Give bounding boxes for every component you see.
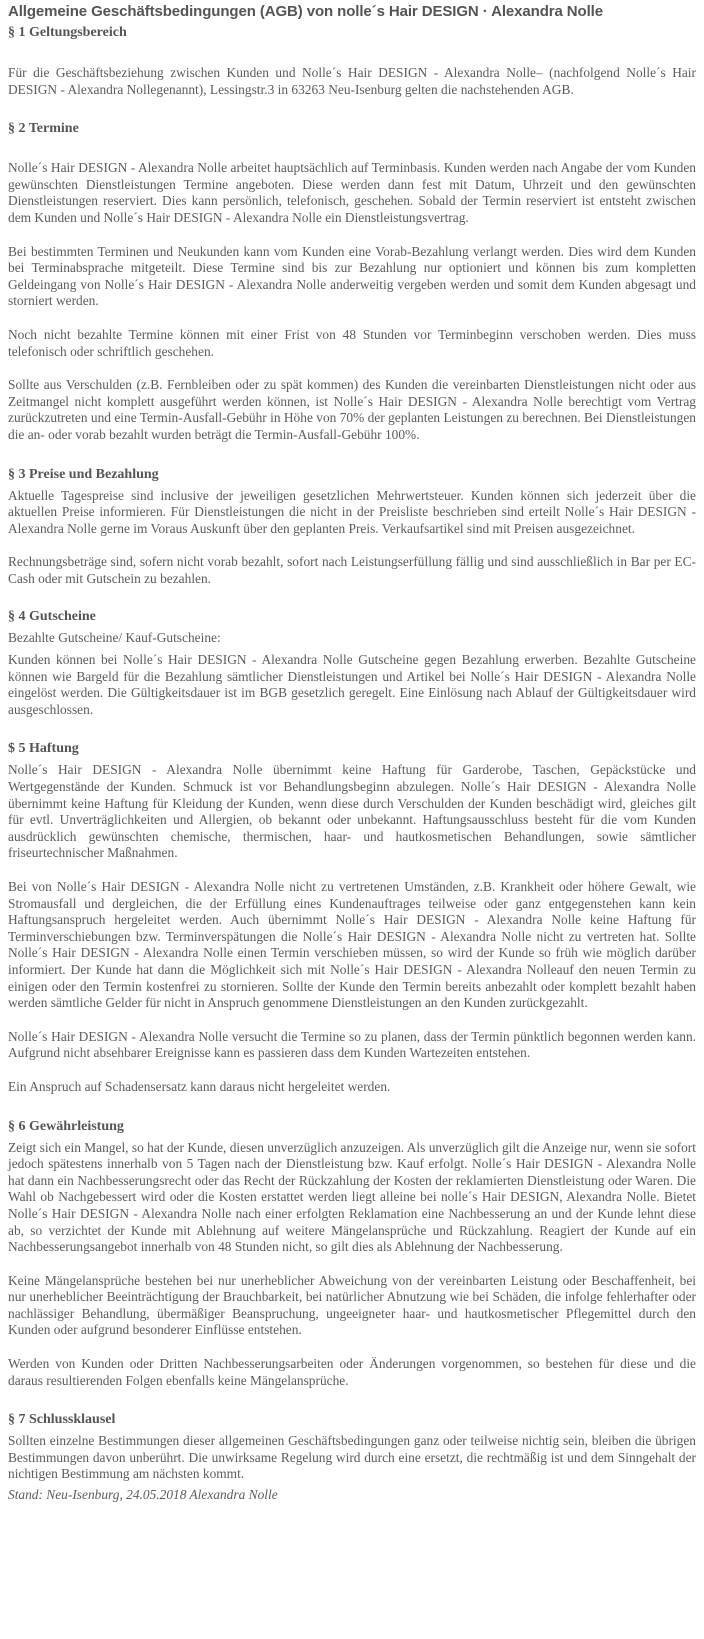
section-heading: § 1 Geltungsbereich [8, 25, 127, 40]
paragraph: Werden von Kunden oder Dritten Nachbesserungsarbeiten oder Änderungen vorgenommen, so bestehen für diese und die daraus resultierenden Folgen ebenfalls keine Mängelansprüche. [8, 1356, 696, 1388]
paragraph: Sollten einzelne Bestimmungen dieser allgemeinen Geschäftsbedingungen ganz oder teilweise nichtig sein, bleiben die übrigen Bestimmungen davon unberührt. Die unwirksame Regelung wird durch eine ersetzt, die rechtmäßig ist und dem Sinngehalt der nichtigen Bestimmung am nächsten kommt. [8, 1433, 696, 1482]
paragraph: Kunden können bei Nolle´s Hair DESIGN - Alexandra Nolle Gutscheine gegen Bezahlung erwerben. Bezahlte Gutscheine können wie Bargeld für die Bezahlung sämtlicher Dienstleistungen und Artikel bei Nolle´s Hair DESIGN - Alexandra Nolle eingelöst werden. Die Gültigkeitsdauer ist im BGB gesetzlich geregelt. Eine Einlösung nach Ablauf der Gültigkeitsdauer wird ausgeschlossen. [8, 652, 696, 717]
paragraph: Bei bestimmten Terminen und Neukunden kann vom Kunden eine Vorab-Bezahlung verlangt werden. Dies wird dem Kunden bei Terminabsprache mitgeteilt. Diese Termine sind bis zur Bezahlung nur optioniert und können bis zum kompletten Geldeingang von Nolle´s Hair DESIGN - Alexandra Nolle anderweitig vergeben werden und somit dem Kunden abgesagt und storniert werden. [8, 243, 696, 309]
section-heading: § 4 Gutscheine [8, 609, 96, 625]
document-title: Allgemeine Geschäftsbedingungen (AGB) von nolle´s Hair DESIGN · Alexandra Nolle [8, 3, 603, 20]
paragraph: Nolle´s Hair DESIGN - Alexandra Nolle arbeitet hauptsächlich auf Terminbasis. Kunden werden nach Angabe der vom Kunden gewünschten Dienstleistungen Termine angeboten. Diese werden dann fest mit Datum, Uhrzeit und den gewünschten Dienstleistungen reserviert. Dies kann persönlich, telefonisch, geschehen. Sobald der Termin reserviert ist entsteht zwischen dem Kunden und Nolle´s Hair DESIGN - Alexandra Nolle ein Dienstleistungsvertrag. [8, 160, 696, 225]
paragraph: Nolle´s Hair DESIGN - Alexandra Nolle versucht die Termine so zu planen, dass der Termin pünktlich begonnen werden kann. Aufgrund nicht absehbarer Ereignisse kann es passieren dass dem Kunden Wartezeiten entstehen. [8, 1028, 696, 1061]
section-heading: § 7 Schlussklausel [8, 1412, 116, 1428]
section-gutscheine [8, 608, 696, 718]
section-geltungsbereich [8, 24, 696, 98]
paragraph: Bei von Nolle´s Hair DESIGN - Alexandra Nolle nicht zu vertretenen Umständen, z.B. Krankheit oder höhere Gewalt, wie Stromausfall und dergleichen, die der Erfüllung eines Kundenauftrages teilweise oder ganz entgegenstehen kann kein Haftungsanspruch hergeleitet werden. Auch übernimmt Nolle´s Hair DESIGN - Alexandra Nolle keine Haftung für Terminverschiebungen bzw. Terminverspätungen die Nolle´s Hair DESIGN - Alexandra Nolle nicht zu vertreten hat. Sollte Nolle´s Hair DESIGN - Alexandra Nolle einen Termin verschieben müssen, so wird der Kunde so früh wie möglich darüber informiert. Der Kunde hat dann die Möglichkeit sich mit Nolle´s Hair DESIGN - Alexandra Nolleauf den neuen Termin zu einigen oder den Termin kostenfrei zu stornieren. Sollte der Kunde den Termin bereits anbezahlt oder komplett bezahlt haben werden sämtliche Gelder für nicht in Anspruch genommene Dienstleistungen an den Kunden zurückgezahlt. [8, 879, 696, 1011]
paragraph: Aktuelle Tagespreise sind inclusive der jeweiligen gesetzlichen Mehrwertsteuer. Kunden können sich jederzeit über die aktuellen Preise informieren. Für Dienstleistungen die nicht in der Preisliste beschrieben sind erteilt Nolle´s Hair DESIGN - Alexandra Nolle gerne im Voraus Auskunft über den geplanten Preis. Verkaufsartikel sind mit Preisen ausgezeichnet. [8, 487, 696, 536]
paragraph: Zeigt sich ein Mangel, so hat der Kunde, diesen unverzüglich anzuzeigen. Als unverzüglich gilt die Anzeige nur, wenn sie sofort jedoch spätestens innerhalb von 5 Tagen nach der Dienstleistung bzw. Kauf erfolgt. Nolle´s Hair DESIGN - Alexandra Nolle hat dann ein Nachbesserungsrecht oder das Recht der Rückzahlung der Kosten der reklamierten Dienstleistung oder Waren. Die Wahl ob Nachgebessert wird oder die Kosten erstattet werden liegt alleine bei nolle´s Hair DESIGN, Alexandra Nolle. Bietet Nolle´s Hair DESIGN - Alexandra Nolle nach einer erfolgten Reklamation eine Nachbesserung an und der Kunde lehnt diese ab, so verzichtet der Kunde mit Ablehnung auf weitere Mängelansprüche und Rückzahlung. Reagiert der Kunde auf ein Nachbesserungsangebot innerhalb von 48 Stunden nicht, so gilt dies als Ablehnung der Nachbesserung. [8, 1139, 696, 1255]
section-gewaehrleistung [8, 1118, 696, 1390]
paragraph: Sollte aus Verschulden (z.B. Fernbleiben oder zu spät kommen) des Kunden die vereinbarten Dienstleistungen nicht oder aus Zeitmangel nicht komplett ausgeführt werden können, ist Nolle´s Hair DESIGN - Alexandra Nolle berechtigt vom Vertrag zurückzutreten und eine Termin-Ausfall-Gebühr in Höhe von 70% der geplanten Leistungen zu berechnen. Bei Dienstleistungen die an- oder vorab bezahlt wurden beträgt die Termin-Ausfall-Gebühr 100%. [8, 377, 696, 442]
paragraph: Rechnungsbeträge sind, sofern nicht vorab bezahlt, sofort nach Leistungserfüllung fällig und sind ausschließlich in Bar per EC-Cash oder mit Gutschein zu bezahlen. [8, 554, 696, 586]
paragraph: Nolle´s Hair DESIGN - Alexandra Nolle übernimmt keine Haftung für Garderobe, Taschen, Gepäckstücke und Wertgegenstände der Kunden. Schmuck ist vor Behandlungsbeginn abzulegen. Nolle´s Hair DESIGN - Alexandra Nolle übernimmt keine Haftung für Kleidung der Kunden, wenn diese durch Verschulden der Kunden beschädigt wird, gleiches gilt für evtl. Unverträglichkeiten und Allergien, ob bekannt oder unbekannt. Haftungsausschluss besteht für die vom Kunden ausdrücklich gewünschten chemische, thermischen, haar- und hautkosmetischen Behandlungen, sowie sämtlicher friseurtechnischer Maßnahmen. [8, 762, 696, 861]
section-heading: § 6 Gewährleistung [8, 1118, 124, 1134]
paragraph: Keine Mängelansprüche bestehen bei nur unerheblicher Abweichung von der vereinbarten Leistung oder Beschaffenheit, bei nur unerheblicher Beeinträchtigung der Brauchbarkeit, bei natürlicher Abnutzung wie bei Schäden, die infolge fehlerhafter oder nachlässiger Behandlung, übermäßiger Beanspruchung, ungeeigneter haar- und hautkosmetischer Pflegemittel durch den Kunden oder aufgrund besonderer Einflüsse entstehen. [8, 1272, 696, 1338]
paragraph: Ein Anspruch auf Schadensersatz kann daraus nicht hergeleitet werden. [8, 1078, 391, 1094]
section-preise-und-bezahlung [8, 466, 696, 588]
paragraph: Noch nicht bezahlte Termine können mit einer Frist von 48 Stunden vor Terminbeginn verschoben werden. Dies muss telefonisch oder schriftlich geschehen. [8, 326, 696, 359]
paragraph: Bezahlte Gutscheine/ Kauf-Gutscheine: [8, 630, 221, 646]
section-heading: $ 5 Haftung [8, 741, 79, 757]
section-haftung [8, 740, 696, 1095]
section-schlussklausel [8, 1411, 696, 1483]
section-heading: § 3 Preise und Bezahlung [8, 466, 159, 482]
paragraph: Für die Geschäftsbeziehung zwischen Kunden und Nolle´s Hair DESIGN - Alexandra Nolle– (nachfolgend Nolle´s Hair DESIGN - Alexandra Nollegenannt), Lessingstr.3 in 63263 Neu-Isenburg gelten die nachstehenden AGB. [8, 65, 696, 97]
section-termine [8, 120, 696, 443]
stand-date-signature: Stand: Neu-Isenburg, 24.05.2018 Alexandra Nolle [8, 1487, 278, 1503]
section-heading: § 2 Termine [8, 121, 79, 137]
